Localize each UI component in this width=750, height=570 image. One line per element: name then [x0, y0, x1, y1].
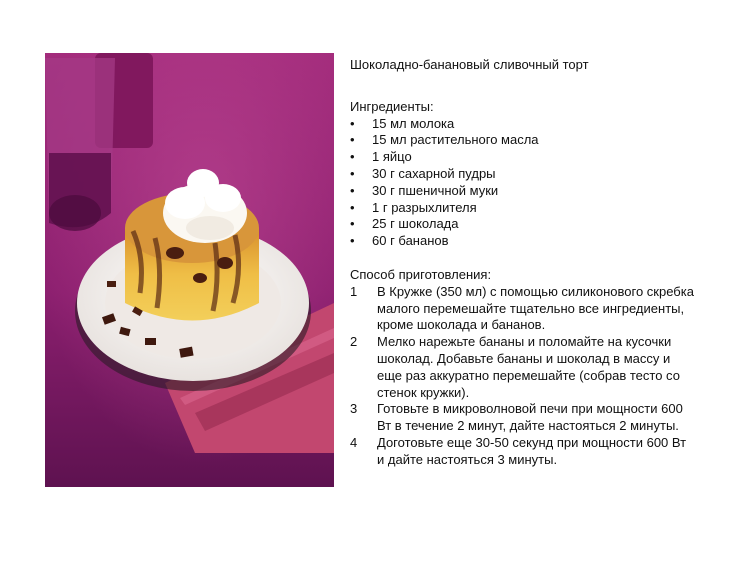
- bullet: •: [350, 149, 355, 165]
- list-item: [350, 116, 695, 133]
- cake-photo: [45, 53, 334, 487]
- ingredients-heading: Ингредиенты:: [350, 98, 434, 114]
- step-number: 3: [350, 401, 358, 417]
- cake-photo-illustration: [45, 53, 334, 487]
- ingredient-text: 30 г пшеничной муки: [372, 182, 499, 198]
- bullet: •: [350, 182, 355, 198]
- ingredient-text: 15 мл молока: [372, 115, 455, 131]
- ingredient-text: 25 г шоколада: [372, 216, 459, 232]
- list-item: [350, 401, 695, 435]
- list-item: [350, 183, 695, 200]
- bullet: •: [350, 216, 355, 232]
- list-item: [350, 435, 695, 469]
- ingredient-text: 15 мл растительного масла: [372, 132, 539, 148]
- bullet: •: [350, 199, 355, 215]
- bullet: •: [350, 233, 355, 249]
- list-item: [350, 200, 695, 217]
- step-text: В Кружке (350 мл) с помощью силиконового скребка малого перемешайте тщательно все ингредиенты, кроме шоколада и бананов.: [377, 283, 694, 333]
- steps-list: [350, 284, 695, 469]
- ingredient-text: 1 г разрыхлителя: [372, 199, 477, 215]
- recipe-text: [350, 57, 695, 469]
- list-item: [350, 149, 695, 166]
- bullet: •: [350, 115, 355, 131]
- list-item: [350, 216, 695, 233]
- ingredient-text: 30 г сахарной пудры: [372, 165, 496, 181]
- ingredients-list: [350, 116, 695, 250]
- list-item: [350, 334, 695, 401]
- step-number: 2: [350, 334, 358, 350]
- step-number: 1: [350, 283, 358, 299]
- bullet: •: [350, 132, 355, 148]
- ingredient-text: 1 яйцо: [372, 149, 412, 165]
- step-text: Мелко нарежьте бананы и поломайте на кусочки шоколад. Добавьте бананы и шоколад в массу и еще раз аккуратно перемешайте (собрав тесто со стенок кружки).: [377, 334, 680, 400]
- ingredient-text: 60 г бананов: [372, 233, 449, 249]
- bullet: •: [350, 165, 355, 181]
- list-item: [350, 233, 695, 250]
- list-item: [350, 284, 695, 334]
- step-text: Доготовьте еще 30-50 секунд при мощности 600 Вт и дайте настояться 3 минуты.: [377, 434, 687, 467]
- list-item: [350, 166, 695, 183]
- step-number: 4: [350, 434, 358, 450]
- list-item: [350, 132, 695, 149]
- method-heading: Способ приготовления:: [350, 266, 492, 282]
- step-text: Готовьте в микроволновой печи при мощности 600 Вт в течение 2 минут, дайте настояться 2 минуты.: [377, 401, 683, 434]
- recipe-title: Шоколадно-банановый сливочный торт: [350, 57, 589, 72]
